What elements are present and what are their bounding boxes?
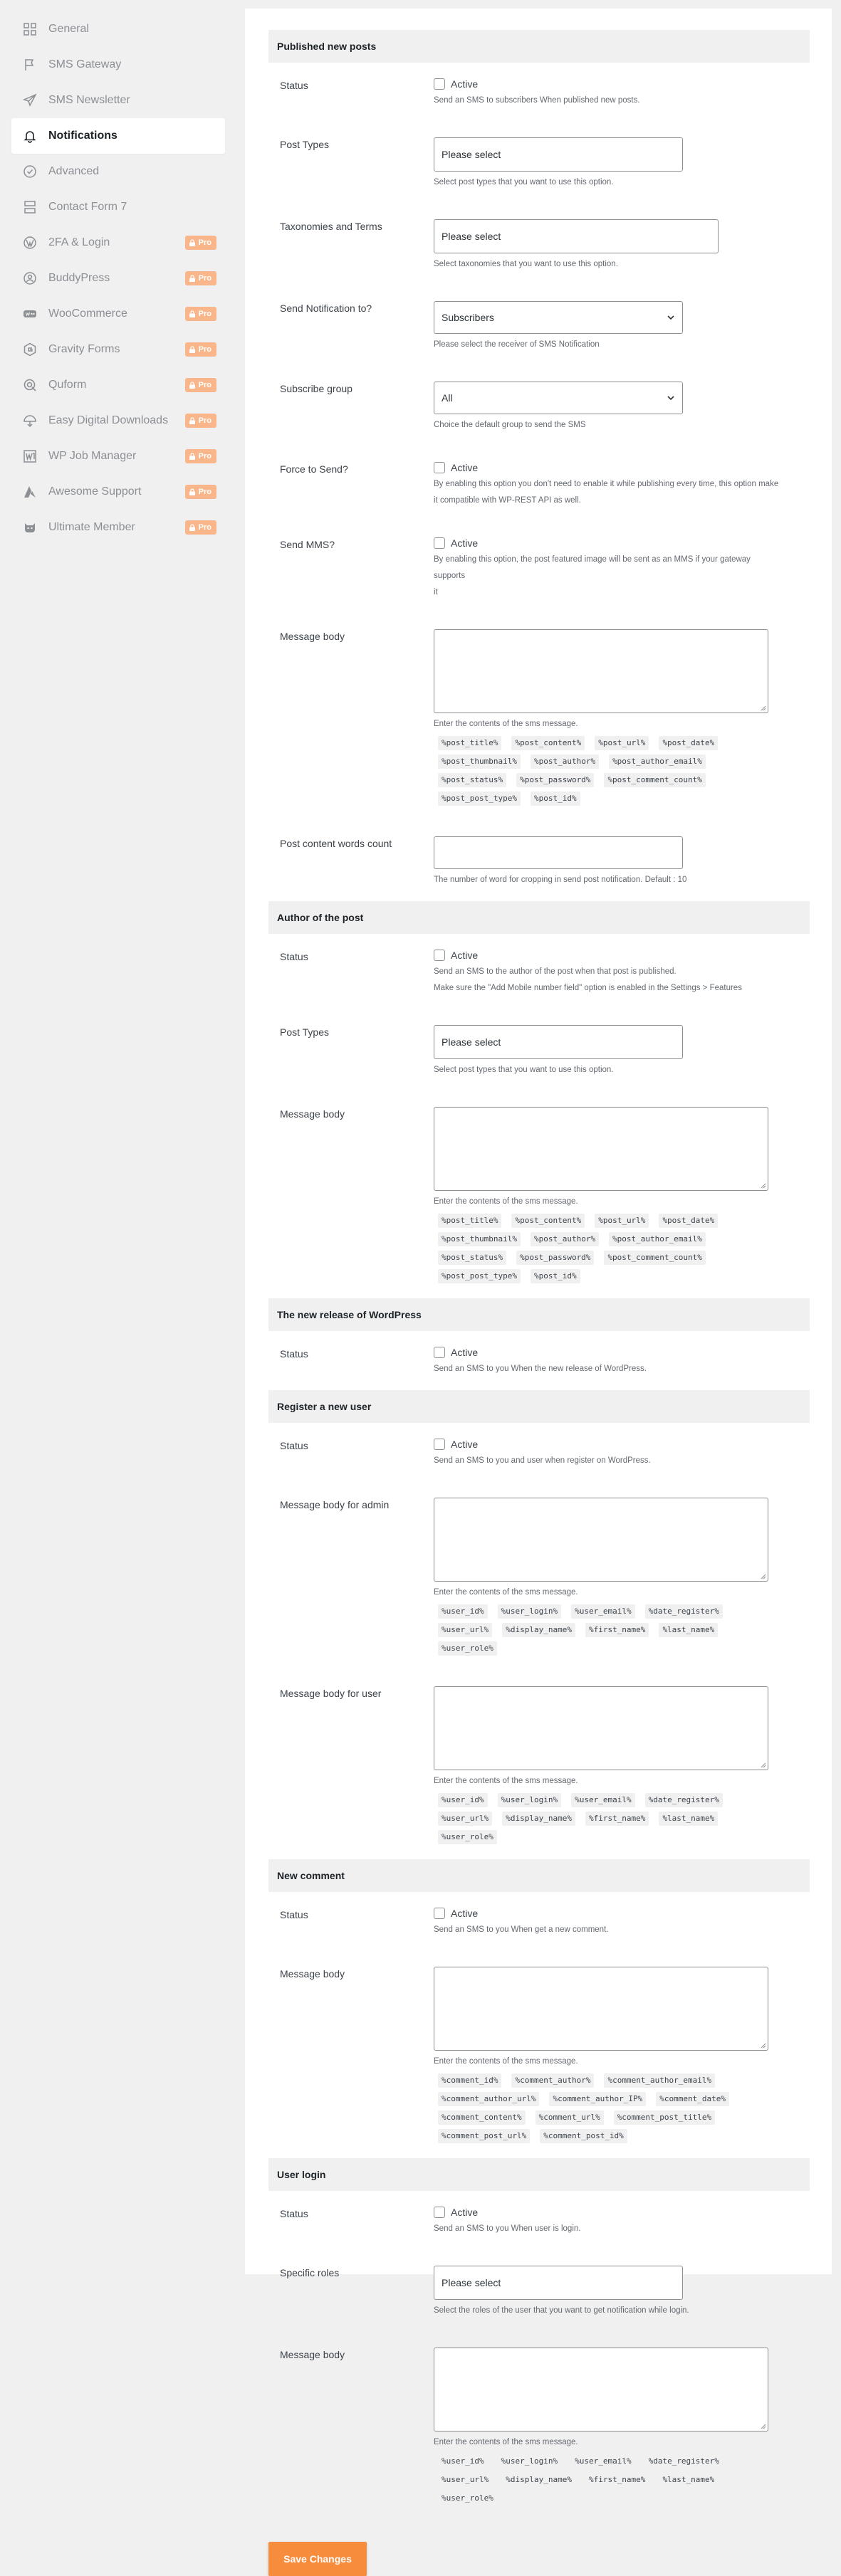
login-status-checkbox[interactable]: Active: [434, 2207, 781, 2218]
variable-tags: [434, 2071, 781, 2145]
field-label: Status: [280, 80, 308, 91]
field-description: Enter the contents of the sms message.: [434, 1777, 578, 1785]
checkbox[interactable]: [434, 950, 445, 961]
sidebar-item-contact-form-7[interactable]: [11, 189, 225, 225]
published-status-row: [268, 63, 810, 122]
field-label: Message body for admin: [280, 1499, 390, 1510]
pro-badge: Pro: [185, 414, 216, 428]
field-label: Message body: [280, 1968, 345, 1980]
login-message-row: [268, 2332, 810, 2520]
variable-tag: %user_login%: [498, 1793, 561, 1807]
save-changes-button[interactable]: Save Changes: [268, 2542, 367, 2576]
pro-badge: Pro: [185, 307, 216, 321]
published-taxonomies-row: [268, 204, 810, 285]
sidebar-item-sms-newsletter[interactable]: [11, 83, 225, 118]
field-label: Send Notification to?: [280, 303, 372, 314]
variable-tag: %post_post_type%: [438, 792, 521, 806]
sidebar-item-gravity-forms[interactable]: [11, 332, 225, 367]
resize-grip-icon[interactable]: [759, 1761, 766, 1768]
variable-tag: %user_role%: [438, 1830, 497, 1844]
comment-message-row: [268, 1951, 810, 2158]
checkbox[interactable]: [434, 1347, 445, 1358]
job-manager-icon: [23, 449, 37, 463]
pro-badge: Pro: [185, 236, 216, 250]
sidebar-item-notifications[interactable]: [11, 118, 225, 154]
variable-tag: %user_email%: [571, 1793, 634, 1807]
variable-tag: %first_name%: [585, 1623, 649, 1637]
field-description: Enter the contents of the sms message.: [434, 1588, 578, 1597]
pro-badge: Pro: [185, 378, 216, 392]
field-label: Post Types: [280, 1026, 330, 1038]
variable-tag: %comment_post_id%: [540, 2129, 627, 2143]
send-notification-to-select[interactable]: Subscribers: [434, 301, 683, 334]
variable-tag: %post_author_email%: [609, 1232, 706, 1246]
sidebar-item-quform[interactable]: [11, 367, 225, 403]
lock-icon: [189, 346, 196, 353]
resize-grip-icon[interactable]: [759, 2041, 766, 2049]
chevron-down-icon: [667, 313, 675, 322]
variable-tags: [434, 734, 781, 808]
taxonomies-multiselect[interactable]: Please select: [434, 219, 719, 253]
sidebar-item-label: Awesome Support: [48, 485, 142, 498]
quform-icon: [23, 378, 37, 392]
pro-badge: Pro: [185, 520, 216, 535]
field-description: The number of word for cropping in send post notification. Default : 10: [434, 876, 687, 884]
variable-tag: %date_register%: [645, 1793, 723, 1807]
register-user-message-row: [268, 1671, 810, 1859]
sidebar-item-buddypress[interactable]: [11, 261, 225, 296]
field-description: Enter the contents of the sms message.: [434, 720, 578, 728]
bell-icon: [23, 129, 37, 143]
lock-icon: [189, 524, 196, 531]
published-post-types-row: [268, 122, 810, 204]
author-post-types-row: [268, 1009, 810, 1091]
variable-tag: %comment_author_email%: [604, 2073, 715, 2088]
checkbox[interactable]: [434, 1908, 445, 1919]
words-count-input[interactable]: [434, 836, 683, 869]
checkbox[interactable]: [434, 78, 445, 90]
published-force-row: [268, 446, 810, 522]
variable-tags: [434, 2452, 781, 2508]
sidebar-item-easy-digital-downloads[interactable]: [11, 403, 225, 438]
variable-tag: %post_url%: [595, 736, 649, 750]
variable-tag: %first_name%: [585, 2473, 649, 2487]
variable-tag: %user_email%: [571, 1604, 634, 1619]
send-mms-checkbox[interactable]: Active: [434, 537, 781, 549]
sidebar-item-label: Easy Digital Downloads: [48, 414, 169, 426]
gravity-forms-icon: [23, 342, 37, 357]
section-heading-published-posts: Published new posts: [268, 30, 810, 63]
field-description: Select post types that you want to use this option.: [434, 1066, 614, 1074]
variable-tag: %post_id%: [531, 792, 580, 806]
field-label: Status: [280, 1909, 308, 1920]
field-description: Enter the contents of the sms message.: [434, 2438, 578, 2446]
sidebar-item-2fa-login[interactable]: [11, 225, 225, 261]
grid-icon: [23, 22, 37, 36]
awesome-support-icon: [23, 485, 37, 499]
variable-tags: [434, 1602, 781, 1658]
sidebar-item-general[interactable]: [11, 11, 225, 47]
save-area: [268, 2520, 810, 2576]
published-send-to-row: [268, 285, 810, 366]
resize-grip-icon[interactable]: [759, 1182, 766, 1189]
field-label: Specific roles: [280, 2267, 340, 2278]
lock-icon: [189, 382, 196, 389]
checkbox[interactable]: [434, 1439, 445, 1450]
variable-tag: %comment_content%: [438, 2110, 526, 2125]
variable-tag: %post_author%: [531, 755, 599, 769]
field-label: Subscribe group: [280, 383, 352, 394]
field-description: By enabling this option, the post featured image will be sent as an MMS if your gateway supports it: [434, 555, 751, 596]
variable-tag: %post_post_type%: [438, 1269, 521, 1283]
variable-tag: %post_thumbnail%: [438, 1232, 521, 1246]
variable-tag: %post_author_email%: [609, 755, 706, 769]
release-status-row: [268, 1331, 810, 1390]
ultimate-member-icon: [23, 520, 37, 535]
field-label: Message body: [280, 1108, 345, 1120]
register-admin-message-row: [268, 1482, 810, 1671]
variable-tag: %user_id%: [438, 2454, 488, 2469]
field-label: Force to Send?: [280, 463, 348, 475]
sidebar-item-label: BuddyPress: [48, 272, 110, 284]
variable-tag: %last_name%: [659, 1812, 718, 1826]
lock-icon: [189, 488, 196, 495]
sidebar-item-label: Contact Form 7: [48, 201, 127, 213]
variable-tag: %user_login%: [498, 2454, 561, 2469]
sidebar-item-wp-job-manager[interactable]: [11, 438, 225, 474]
pro-badge: Pro: [185, 342, 216, 357]
variable-tag: %first_name%: [585, 1812, 649, 1826]
pro-badge: Pro: [185, 449, 216, 463]
login-message-textarea[interactable]: [434, 2348, 768, 2432]
variable-tag: %comment_id%: [438, 2073, 501, 2088]
release-status-checkbox[interactable]: Active: [434, 1347, 781, 1358]
variable-tag: %date_register%: [645, 1604, 723, 1619]
author-status-checkbox[interactable]: Active: [434, 950, 781, 961]
field-label: Message body: [280, 631, 345, 642]
notifications-settings-panel: [245, 9, 832, 2565]
field-label: Message body: [280, 2349, 345, 2360]
variable-tag: %comment_post_title%: [614, 2110, 715, 2125]
lock-icon: [189, 275, 196, 282]
variable-tag: %post_title%: [438, 1214, 501, 1228]
variable-tag: %post_comment_count%: [604, 1251, 705, 1265]
variable-tag: %comment_author_IP%: [549, 2092, 646, 2106]
checkbox[interactable]: [434, 2207, 445, 2218]
variable-tag: %user_role%: [438, 1641, 497, 1656]
register-status-checkbox[interactable]: Active: [434, 1439, 781, 1450]
resize-grip-icon[interactable]: [759, 1572, 766, 1579]
flag-icon: [23, 58, 37, 72]
sidebar-item-label: Gravity Forms: [48, 343, 120, 355]
field-label: Status: [280, 2208, 308, 2219]
variable-tag: %post_id%: [531, 1269, 580, 1283]
variable-tag: %user_login%: [498, 1604, 561, 1619]
field-description: Send an SMS to you When user is login.: [434, 2224, 581, 2233]
field-label: Post content words count: [280, 838, 392, 849]
edd-icon: [23, 414, 37, 428]
variable-tag: %display_name%: [502, 2473, 575, 2487]
field-description: Enter the contents of the sms message.: [434, 1197, 578, 1206]
variable-tags: [434, 1791, 781, 1846]
buddypress-icon: [23, 271, 37, 285]
variable-tag: %comment_author_url%: [438, 2092, 539, 2106]
field-description: Send an SMS to you and user when register on WordPress.: [434, 1456, 651, 1465]
variable-tag: %display_name%: [502, 1812, 575, 1826]
field-description: By enabling this option you don't need to enable it while publishing every time, this option make it compatible with WP-REST API as well.: [434, 480, 779, 505]
published-status-checkbox[interactable]: Active: [434, 78, 781, 90]
sidebar-item-woocommerce[interactable]: [11, 296, 225, 332]
send-icon: [23, 93, 37, 107]
section-heading-new-comment: New comment: [268, 1859, 810, 1892]
woocommerce-icon: [23, 307, 37, 321]
field-description: Select post types that you want to use this option.: [434, 178, 614, 186]
comment-message-textarea[interactable]: [434, 1967, 768, 2051]
variable-tag: %post_thumbnail%: [438, 755, 521, 769]
pro-badge: Pro: [185, 271, 216, 285]
section-heading-user-login: User login: [268, 2158, 810, 2191]
variable-tag: %post_password%: [516, 773, 594, 787]
form-icon: [23, 200, 37, 214]
variable-tag: %user_url%: [438, 1812, 492, 1826]
register-status-row: [268, 1423, 810, 1482]
field-label: Taxonomies and Terms: [280, 221, 382, 232]
sidebar-item-label: SMS Gateway: [48, 58, 122, 70]
sidebar-item-label: WP Job Manager: [48, 450, 137, 462]
variable-tag: %display_name%: [502, 1623, 575, 1637]
comment-status-checkbox[interactable]: Active: [434, 1908, 781, 1919]
variable-tag: %post_date%: [659, 736, 718, 750]
comment-status-row: [268, 1892, 810, 1951]
checkbox[interactable]: [434, 537, 445, 549]
variable-tag: %user_id%: [438, 1793, 488, 1807]
field-label: Send MMS?: [280, 539, 335, 550]
field-label: Message body for user: [280, 1688, 382, 1699]
lock-icon: [189, 239, 196, 246]
variable-tag: %comment_date%: [656, 2092, 729, 2106]
lock-icon: [189, 417, 196, 424]
field-description: Send an SMS to you When the new release of WordPress.: [434, 1365, 647, 1373]
variable-tag: %post_comment_count%: [604, 773, 705, 787]
checkbox[interactable]: [434, 462, 445, 473]
sidebar-item-label: WooCommerce: [48, 307, 127, 320]
variable-tag: %user_role%: [438, 2491, 497, 2506]
register-admin-message-textarea[interactable]: [434, 1498, 768, 1582]
variable-tag: %comment_url%: [536, 2110, 604, 2125]
published-words-row: [268, 821, 810, 901]
published-mms-row: [268, 522, 810, 614]
variable-tag: %user_url%: [438, 2473, 492, 2487]
variable-tag: %post_content%: [511, 736, 585, 750]
variable-tag: %post_status%: [438, 1251, 506, 1265]
variable-tag: %date_register%: [645, 2454, 723, 2469]
field-label: Status: [280, 951, 308, 962]
force-send-checkbox[interactable]: Active: [434, 462, 781, 473]
check-circle-icon: [23, 164, 37, 179]
sidebar-item-label: Notifications: [48, 130, 117, 142]
variable-tag: %post_date%: [659, 1214, 718, 1228]
field-description: Enter the contents of the sms message.: [434, 2057, 578, 2066]
section-heading-register-user: Register a new user: [268, 1390, 810, 1423]
login-roles-row: [268, 2250, 810, 2332]
field-description: Select taxonomies that you want to use this option.: [434, 260, 618, 268]
login-status-row: [268, 2191, 810, 2250]
author-status-row: [268, 934, 810, 1009]
lock-icon: [189, 453, 196, 460]
field-label: Status: [280, 1440, 308, 1451]
sidebar-item-sms-gateway[interactable]: [11, 47, 225, 83]
sidebar-item-advanced[interactable]: [11, 154, 225, 189]
variable-tag: %user_id%: [438, 1604, 488, 1619]
field-label: Post Types: [280, 139, 330, 150]
published-message-row: [268, 614, 810, 821]
variable-tag: %post_password%: [516, 1251, 594, 1265]
variable-tag: %post_url%: [595, 1214, 649, 1228]
resize-grip-icon[interactable]: [759, 704, 766, 711]
sidebar-item-label: Quform: [48, 379, 87, 391]
sidebar-item-label: Ultimate Member: [48, 521, 135, 533]
variable-tag: %post_author%: [531, 1232, 599, 1246]
variable-tag: %post_content%: [511, 1214, 585, 1228]
author-post-types-multiselect[interactable]: Please select: [434, 1025, 683, 1059]
section-heading-author: Author of the post: [268, 901, 810, 934]
lock-icon: [189, 310, 196, 317]
field-description: Send an SMS to subscribers When published new posts.: [434, 96, 640, 105]
field-description: Please select the receiver of SMS Notification: [434, 340, 600, 349]
field-label: Status: [280, 1348, 308, 1360]
variable-tag: %last_name%: [659, 1623, 718, 1637]
variable-tag: %user_url%: [438, 1623, 492, 1637]
published-group-row: [268, 366, 810, 446]
section-heading-wp-release: The new release of WordPress: [268, 1298, 810, 1331]
post-types-multiselect[interactable]: Please select: [434, 137, 683, 172]
settings-sidebar: [0, 0, 234, 545]
field-description: Send an SMS to the author of the post when that post is published. Make sure the "Add Mobile number field" option is enabled in the Settings > Features: [434, 967, 742, 992]
register-user-message-textarea[interactable]: [434, 1686, 768, 1770]
specific-roles-multiselect[interactable]: Please select: [434, 2266, 683, 2300]
field-description: Select the roles of the user that you want to get notification while login.: [434, 2306, 689, 2315]
published-message-textarea[interactable]: [434, 629, 768, 713]
variable-tag: %post_status%: [438, 773, 506, 787]
variable-tag: %post_title%: [438, 736, 501, 750]
sidebar-item-label: Advanced: [48, 165, 100, 177]
sidebar-item-label: General: [48, 23, 89, 35]
resize-grip-icon[interactable]: [759, 2422, 766, 2429]
sidebar-item-ultimate-member[interactable]: [11, 510, 225, 545]
variable-tag: %comment_author%: [511, 2073, 594, 2088]
wordpress-icon: [23, 236, 37, 250]
sidebar-item-awesome-support[interactable]: [11, 474, 225, 510]
field-description: Choice the default group to send the SMS: [434, 421, 586, 429]
field-description: Send an SMS to you When get a new comment.: [434, 1925, 609, 1934]
sidebar-item-label: SMS Newsletter: [48, 94, 130, 106]
sidebar-item-label: 2FA & Login: [48, 236, 110, 248]
variable-tags: [434, 1211, 781, 1286]
pro-badge: Pro: [185, 485, 216, 499]
subscribe-group-select[interactable]: All: [434, 382, 683, 414]
variable-tag: %user_email%: [571, 2454, 634, 2469]
author-message-row: [268, 1091, 810, 1298]
chevron-down-icon: [667, 394, 675, 402]
author-message-textarea[interactable]: [434, 1107, 768, 1191]
variable-tag: %comment_post_url%: [438, 2129, 530, 2143]
variable-tag: %last_name%: [659, 2473, 718, 2487]
